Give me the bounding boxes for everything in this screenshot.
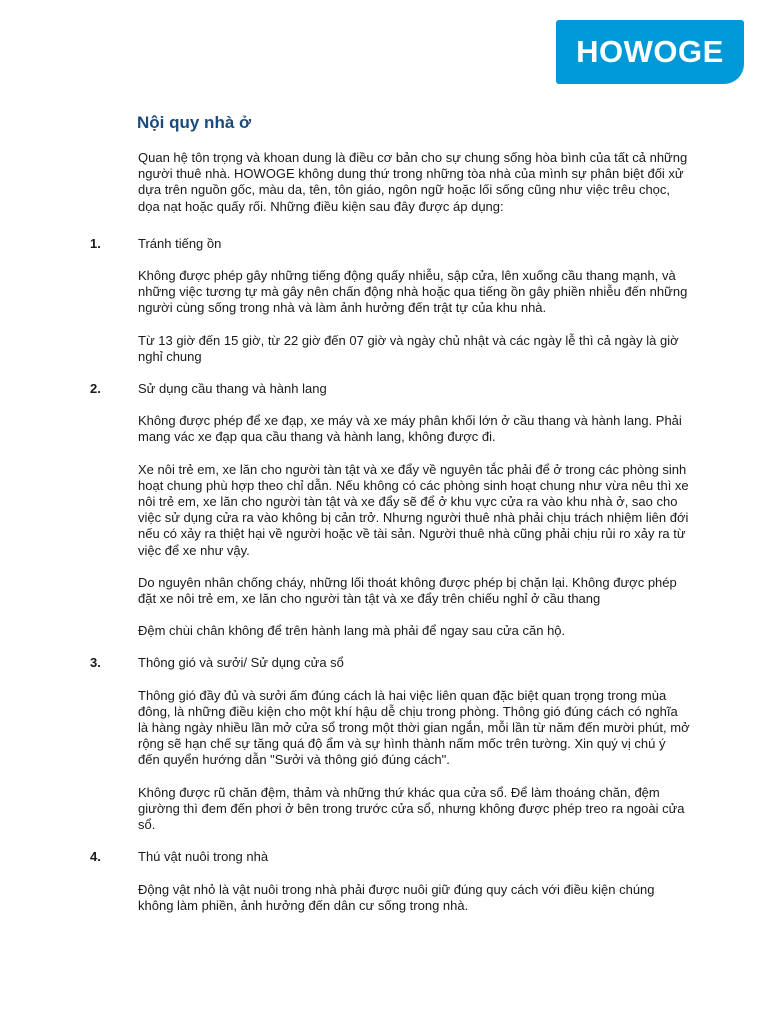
document-body xyxy=(90,150,690,930)
section-paragraph: Không được phép gây những tiếng động quấy nhiễu, sập cửa, lên xuống cầu thang mạnh, và những việc tương tự mà gây nên chấn động nhà hoặc qua tiếng ồn gây phiền nhiễu đến những người cùng sống trong nhà và làm ảnh hưởng đến trật tự của khu nhà. xyxy=(138,268,688,316)
section-stairs xyxy=(90,381,690,639)
section-number: 3. xyxy=(90,655,101,671)
section-heading xyxy=(90,236,690,252)
section-noise xyxy=(90,236,690,365)
section-number: 4. xyxy=(90,849,101,865)
section-pets xyxy=(90,849,690,914)
section-number: 1. xyxy=(90,235,101,251)
section-paragraph: Do nguyên nhân chống cháy, những lối thoát không được phép bị chặn lại. Không được phép đặt xe nôi trẻ em, xe lăn cho người tàn tật và xe đẩy trên chiếu nghỉ ở cầu thang xyxy=(138,574,677,607)
section-title: Tránh tiếng ồn xyxy=(138,235,222,251)
section-paragraph: Động vật nhỏ là vật nuôi trong nhà phải được nuôi giữ đúng quy cách với điều kiện chúng không làm phiền, ảnh hưởng đến dân cư sống trong nhà. xyxy=(138,881,655,913)
section-paragraph: Từ 13 giờ đến 15 giờ, từ 22 giờ đến 07 giờ và ngày chủ nhật và các ngày lễ thì cả ngày là giờ nghỉ chung xyxy=(138,332,679,364)
section-paragraph: Đệm chùi chân không để trên hành lang mà phải để ngay sau cửa căn hộ. xyxy=(138,623,566,639)
section-paragraph: Thông gió đầy đủ và sưởi ấm đúng cách là hai việc liên quan đặc biệt quan trọng trong mùa đông, là những điều kiện cho một khí hậu dễ chịu trong phòng. Thông gió đúng cách có nghĩa là hàng ngày nhiều lần mở cửa sổ trong một thời gian ngắn, mỗi lần từ năm đến mười phút, mở rộng sẽ hạn chế sự tăng quá độ ẩm và sự hình thành nấm mốc trên tường. Xin quý vị chú ý đến quyển hướng dẫn "Sưởi và thông gió đúng cách". xyxy=(138,687,690,768)
section-paragraph: Không được rũ chăn đệm, thảm và những thứ khác qua cửa sổ. Để làm thoáng chăn, đệm giường thì đem đến phơi ở bên trong trước cửa sổ, nhưng không được phép treo ra ngoài cửa sổ. xyxy=(138,784,685,833)
intro-paragraph: Quan hệ tôn trọng và khoan dung là điều cơ bản cho sự chung sống hòa bình của tất cả những người thuê nhà. HOWOGE không dung thứ trong những tòa nhà của mình sự phân biệt đối xử dựa trên nguồn gốc, màu da, tên, tôn giáo, ngôn ngữ hoặc lối sống cũng như việc trêu chọc, dọa nạt hoặc quấy rối. Những điều kiện sau đây được áp dụng: xyxy=(138,150,688,214)
section-title: Sử dụng cầu thang và hành lang xyxy=(138,381,327,397)
section-paragraph: Không được phép để xe đạp, xe máy và xe máy phân khối lớn ở cầu thang và hành lang. Phải mang vác xe đạp qua cầu thang và hành lang, không được đi. xyxy=(138,413,682,445)
logo-text: HOWOGE xyxy=(576,34,724,69)
section-paragraph: Xe nôi trẻ em, xe lăn cho người tàn tật và xe đẩy về nguyên tắc phải để ở trong các phòng sinh hoạt chung phù hợp theo chỉ dẫn. Nếu không có các phòng sinh hoạt chung như vừa nêu thì xe nôi trẻ em, xe lăn cho người tàn tật và xe đẩy sẽ để ở khu vực cửa ra vào khu nhà ở, sao cho việc sử dụng cửa ra vào không bị cản trở. Nhưng người thuê nhà phải chịu trách nhiệm liên đới nếu có xảy ra thiệt hại về người hoặc về tài sản. Người thuê nhà cũng phải chịu rủi ro xảy ra từ việc để xe như vậy. xyxy=(138,461,689,558)
page-title: Nội quy nhà ở xyxy=(137,113,252,132)
section-number: 2. xyxy=(90,381,101,397)
howoge-logo xyxy=(556,20,744,84)
section-heading xyxy=(90,381,690,397)
section-title: Thú vật nuôi trong nhà xyxy=(138,849,269,865)
section-title: Thông gió và sưởi/ Sử dụng cửa sổ xyxy=(138,655,344,671)
section-ventilation xyxy=(90,655,690,833)
section-heading xyxy=(90,849,690,865)
section-heading xyxy=(90,655,690,671)
